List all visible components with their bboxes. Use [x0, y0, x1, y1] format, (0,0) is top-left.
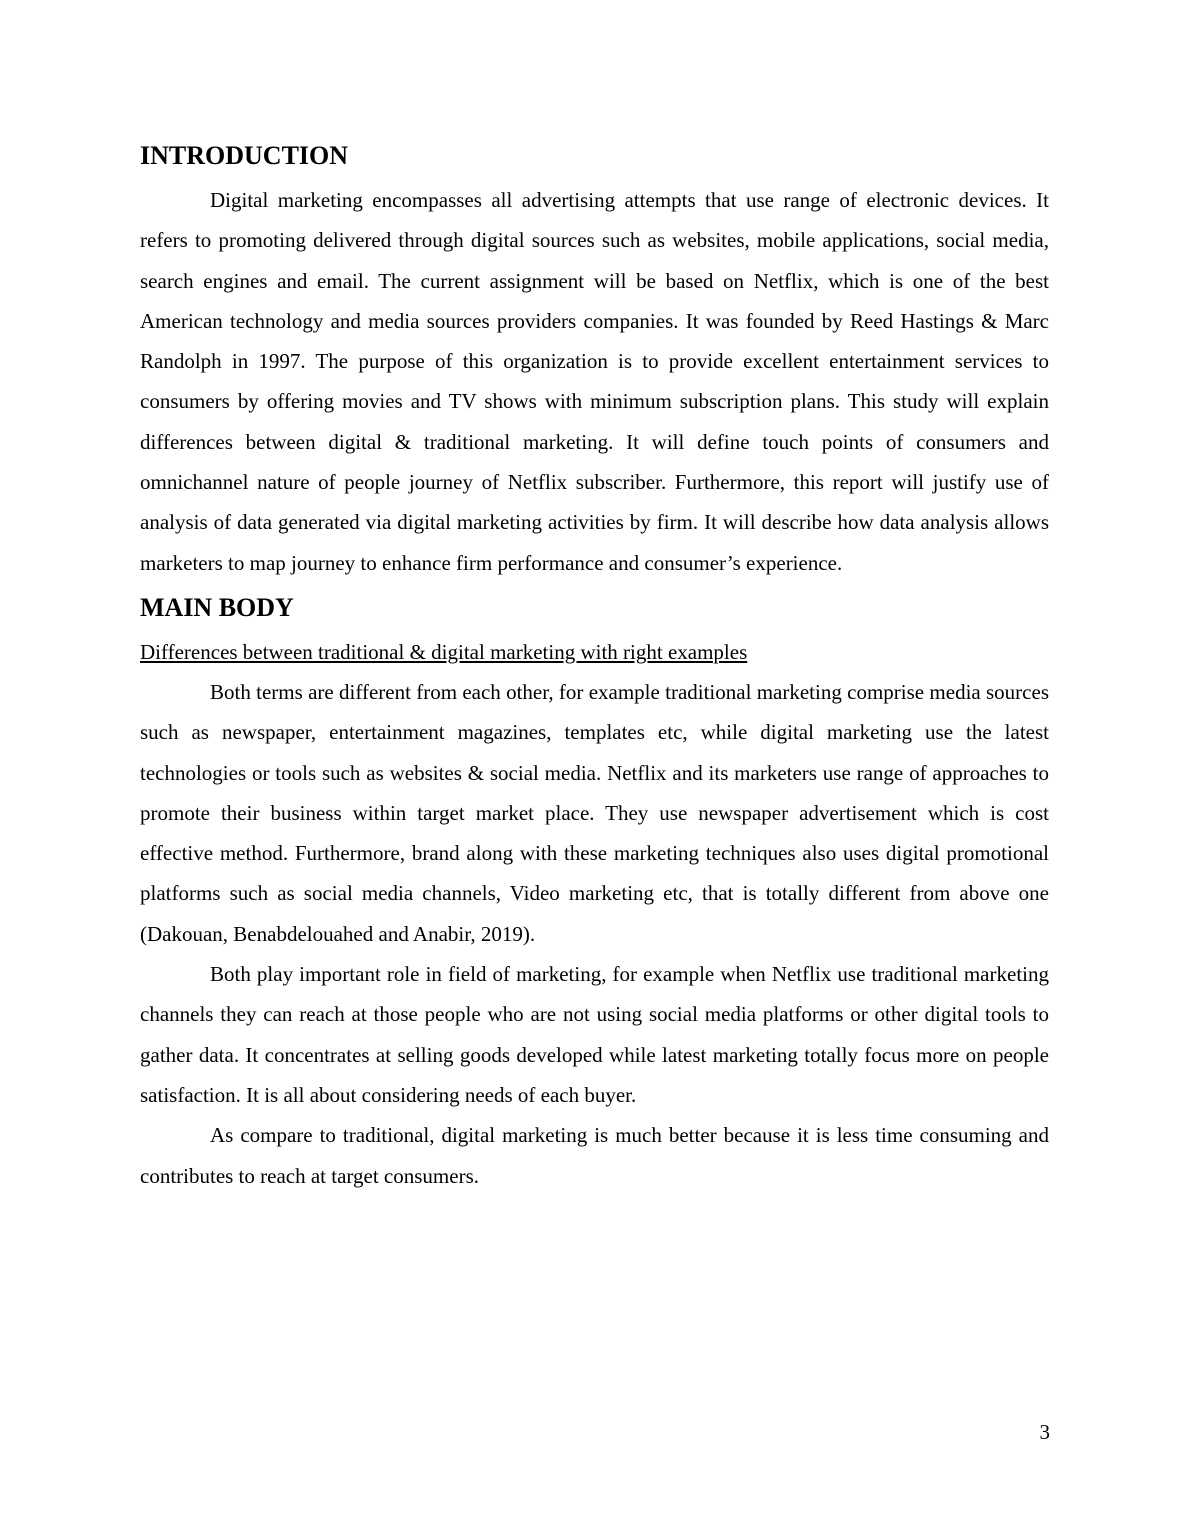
body-paragraph-2: Both play important role in field of marketing, for example when Netflix use traditional marketing channels they can reach at those people who are not using social media platforms or other digital tools to gather data. It concentrates at selling goods developed while latest marketing totally focus more on people satisfaction. It is all about considering needs of each buyer. [140, 962, 1049, 1107]
main-body-heading: MAIN BODY [140, 592, 294, 622]
section-subheading: Differences between traditional & digital marketing with right examples [140, 639, 748, 664]
body-paragraph-3: As compare to traditional, digital marketing is much better because it is less time consuming and contributes to reach at target consumers. [140, 1123, 1049, 1188]
page-number: 3 [1039, 1420, 1050, 1444]
introduction-paragraph: Digital marketing encompasses all advertising attempts that use range of electronic devices. It refers to promoting delivered through digital sources such as websites, mobile applications, social media, search engines and email. The current assignment will be based on Netflix, which is one of the best American technology and media sources providers companies. It was founded by Reed Hastings & Marc Randolph in 1997. The purpose of this organization is to provide excellent entertainment services to consumers by offering movies and TV shows with minimum subscription plans. This study will explain differences between digital & traditional marketing. It will define touch points of consumers and omnichannel nature of people journey of Netflix subscriber. Furthermore, this report will justify use of analysis of data generated via digital marketing activities by firm. It will describe how data analysis allows marketers to map journey to enhance firm performance and consumer’s experience. [140, 188, 1049, 575]
body-paragraph-1: Both terms are different from each other, for example traditional marketing comprise media sources such as newspaper, entertainment magazines, templates etc, while digital marketing use the latest technologies or tools such as websites & social media. Netflix and its marketers use range of approaches to promote their business within target market place. They use newspaper advertisement which is cost effective method. Furthermore, brand along with these marketing techniques also uses digital promotional platforms such as social media channels, Video marketing etc, that is totally different from above one (Dakouan, Benabdelouahed and Anabir, 2019). [140, 679, 1049, 946]
introduction-heading: INTRODUCTION [140, 141, 349, 170]
page-content [140, 138, 1049, 1196]
